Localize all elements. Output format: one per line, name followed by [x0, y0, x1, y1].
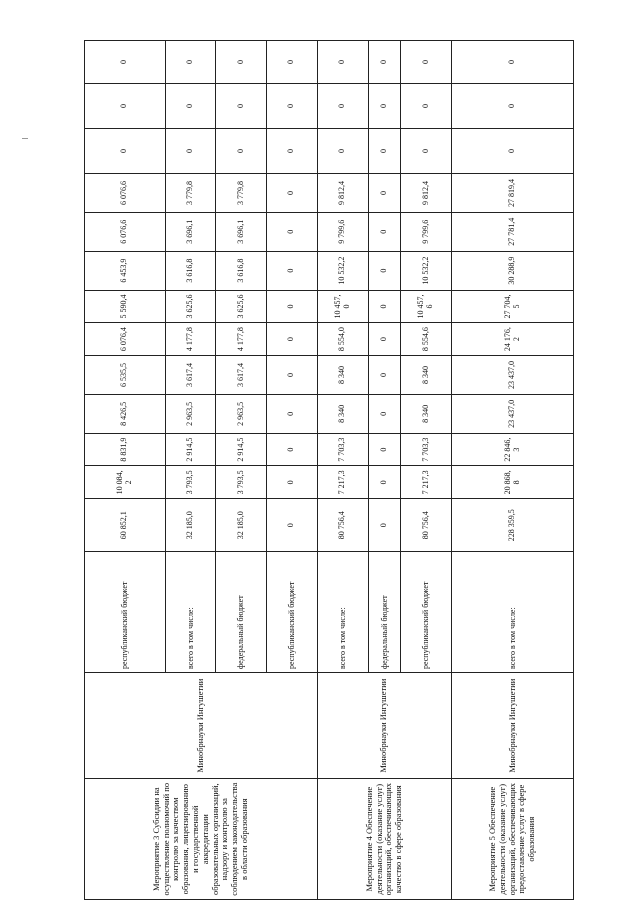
year-value-cell: 3 696,1 — [165, 212, 216, 251]
year-value-cell: 0 — [368, 466, 400, 499]
year-value-cell: 22 846,3 — [452, 433, 574, 466]
total-value-cell: 228 359,5 — [452, 499, 574, 552]
rotated-table-container — [84, 40, 574, 900]
year-value-cell: 0 — [452, 84, 574, 129]
year-value-cell: 0 — [368, 290, 400, 323]
year-value-cell: 0 — [266, 356, 317, 395]
year-value-cell: 27 819,4 — [452, 174, 574, 213]
funding-source-cell: республиканский бюджет — [400, 552, 451, 673]
year-value-cell: 23 437,0 — [452, 394, 574, 433]
year-value-cell: 2 963,5 — [216, 394, 267, 433]
funding-table — [84, 40, 574, 900]
year-value-cell: 0 — [216, 41, 267, 84]
year-value-cell: 0 — [266, 394, 317, 433]
funding-source-cell: федеральный бюджет — [368, 552, 400, 673]
year-value-cell: 10 532,2 — [400, 251, 451, 290]
year-value-cell: 10 457,6 — [400, 290, 451, 323]
margin-mark — [22, 138, 28, 139]
funding-source-cell: республиканский бюджет — [266, 552, 317, 673]
funding-source-cell: всего в том числе: — [317, 552, 368, 673]
year-value-cell: 0 — [368, 174, 400, 213]
year-value-cell: 27 704,5 — [452, 290, 574, 323]
total-value-cell: 0 — [368, 499, 400, 552]
executor-cell: Минобрнауки Ингушетии — [85, 673, 318, 779]
year-value-cell: 0 — [368, 323, 400, 356]
total-value-cell: 32 185,0 — [165, 499, 216, 552]
year-value-cell: 2 914,5 — [216, 433, 267, 466]
year-value-cell: 0 — [266, 174, 317, 213]
year-value-cell: 3 793,5 — [216, 466, 267, 499]
year-value-cell: 3 696,1 — [216, 212, 267, 251]
total-value-cell: 32 185,0 — [216, 499, 267, 552]
year-value-cell: 7 703,3 — [400, 433, 451, 466]
event-name-cell: Мероприятие 4 Обеспечение деятельности (оказание услуг) организаций, обеспечивающих качество в сфере образования — [317, 779, 451, 900]
year-value-cell: 2 963,5 — [165, 394, 216, 433]
table-body — [85, 41, 574, 900]
year-value-cell: 0 — [368, 356, 400, 395]
table-row — [85, 41, 166, 900]
year-value-cell: 0 — [400, 129, 451, 174]
year-value-cell: 10 457,0 — [317, 290, 368, 323]
year-value-cell: 8 340 — [317, 394, 368, 433]
year-value-cell: 3 793,5 — [165, 466, 216, 499]
executor-cell: Минобрнауки Ингушетии — [452, 673, 574, 779]
year-value-cell: 27 781,4 — [452, 212, 574, 251]
year-value-cell: 5 590,4 — [85, 290, 166, 323]
year-value-cell: 8 554,6 — [400, 323, 451, 356]
year-value-cell: 0 — [266, 212, 317, 251]
year-value-cell: 0 — [452, 41, 574, 84]
year-value-cell: 0 — [368, 433, 400, 466]
year-value-cell: 0 — [266, 251, 317, 290]
year-value-cell: 0 — [317, 84, 368, 129]
year-value-cell: 0 — [317, 129, 368, 174]
year-value-cell: 3 779,8 — [165, 174, 216, 213]
year-value-cell: 0 — [266, 466, 317, 499]
year-value-cell: 6 535,5 — [85, 356, 166, 395]
total-value-cell: 80 756,4 — [400, 499, 451, 552]
year-value-cell: 9 799,6 — [317, 212, 368, 251]
year-value-cell: 3 625,6 — [165, 290, 216, 323]
event-name-cell: Мероприятие 5 Обеспечение деятельности (оказание услуг) организаций, обеспечивающих предоставление услуг в сфере образования — [452, 779, 574, 900]
year-value-cell: 0 — [165, 41, 216, 84]
year-value-cell: 3 779,8 — [216, 174, 267, 213]
year-value-cell: 0 — [368, 129, 400, 174]
total-value-cell: 80 756,4 — [317, 499, 368, 552]
year-value-cell: 24 176,2 — [452, 323, 574, 356]
year-value-cell: 0 — [317, 41, 368, 84]
total-value-cell: 60 852,1 — [85, 499, 166, 552]
year-value-cell: 4 177,8 — [165, 323, 216, 356]
funding-source-cell: всего в том числе: — [165, 552, 216, 673]
year-value-cell: 6 076,6 — [85, 212, 166, 251]
year-value-cell: 8 426,5 — [85, 394, 166, 433]
year-value-cell: 0 — [452, 129, 574, 174]
year-value-cell: 3 617,4 — [216, 356, 267, 395]
year-value-cell: 0 — [266, 129, 317, 174]
year-value-cell: 30 288,9 — [452, 251, 574, 290]
year-value-cell: 3 617,4 — [165, 356, 216, 395]
year-value-cell: 0 — [368, 41, 400, 84]
year-value-cell: 2 914,5 — [165, 433, 216, 466]
year-value-cell: 8 340 — [400, 356, 451, 395]
year-value-cell: 6 076,4 — [85, 323, 166, 356]
year-value-cell: 23 437,0 — [452, 356, 574, 395]
year-value-cell: 4 177,8 — [216, 323, 267, 356]
year-value-cell: 0 — [266, 323, 317, 356]
year-value-cell: 3 616,8 — [165, 251, 216, 290]
year-value-cell: 0 — [266, 290, 317, 323]
year-value-cell: 3 616,8 — [216, 251, 267, 290]
year-value-cell: 10 532,2 — [317, 251, 368, 290]
year-value-cell: 8 831,9 — [85, 433, 166, 466]
year-value-cell: 0 — [368, 84, 400, 129]
year-value-cell: 20 868,8 — [452, 466, 574, 499]
year-value-cell: 0 — [400, 84, 451, 129]
year-value-cell: 6 453,9 — [85, 251, 166, 290]
funding-source-cell: республиканский бюджет — [85, 552, 166, 673]
year-value-cell: 0 — [85, 129, 166, 174]
year-value-cell: 0 — [266, 41, 317, 84]
year-value-cell: 6 076,6 — [85, 174, 166, 213]
year-value-cell: 0 — [266, 84, 317, 129]
year-value-cell: 8 340 — [400, 394, 451, 433]
year-value-cell: 0 — [266, 433, 317, 466]
year-value-cell: 8 340 — [317, 356, 368, 395]
year-value-cell: 0 — [216, 129, 267, 174]
executor-cell: Минобрнауки Ингушетии — [317, 673, 451, 779]
year-value-cell: 7 217,3 — [400, 466, 451, 499]
funding-source-cell: всего в том числе: — [452, 552, 574, 673]
year-value-cell: 7 703,3 — [317, 433, 368, 466]
year-value-cell: 0 — [368, 251, 400, 290]
funding-source-cell: федеральный бюджет — [216, 552, 267, 673]
year-value-cell: 0 — [165, 129, 216, 174]
year-value-cell: 9 812,4 — [400, 174, 451, 213]
year-value-cell: 0 — [368, 212, 400, 251]
total-value-cell: 0 — [266, 499, 317, 552]
year-value-cell: 7 217,3 — [317, 466, 368, 499]
table-row — [452, 41, 574, 900]
table-row — [317, 41, 368, 900]
year-value-cell: 0 — [85, 41, 166, 84]
event-name-cell: Мероприятие 3 Субсидии на осуществление полномочий по контролю за качеством образования, лицензированию и государственной аккредитации образовательных организаций, надзору и контролю за соблюдением законодательства в области образования — [85, 779, 318, 900]
year-value-cell: 9 799,6 — [400, 212, 451, 251]
year-value-cell: 0 — [400, 41, 451, 84]
year-value-cell: 0 — [165, 84, 216, 129]
year-value-cell: 0 — [85, 84, 166, 129]
year-value-cell: 9 812,4 — [317, 174, 368, 213]
year-value-cell: 0 — [368, 394, 400, 433]
year-value-cell: 3 625,6 — [216, 290, 267, 323]
year-value-cell: 10 084,2 — [85, 466, 166, 499]
year-value-cell: 8 554,0 — [317, 323, 368, 356]
year-value-cell: 0 — [216, 84, 267, 129]
